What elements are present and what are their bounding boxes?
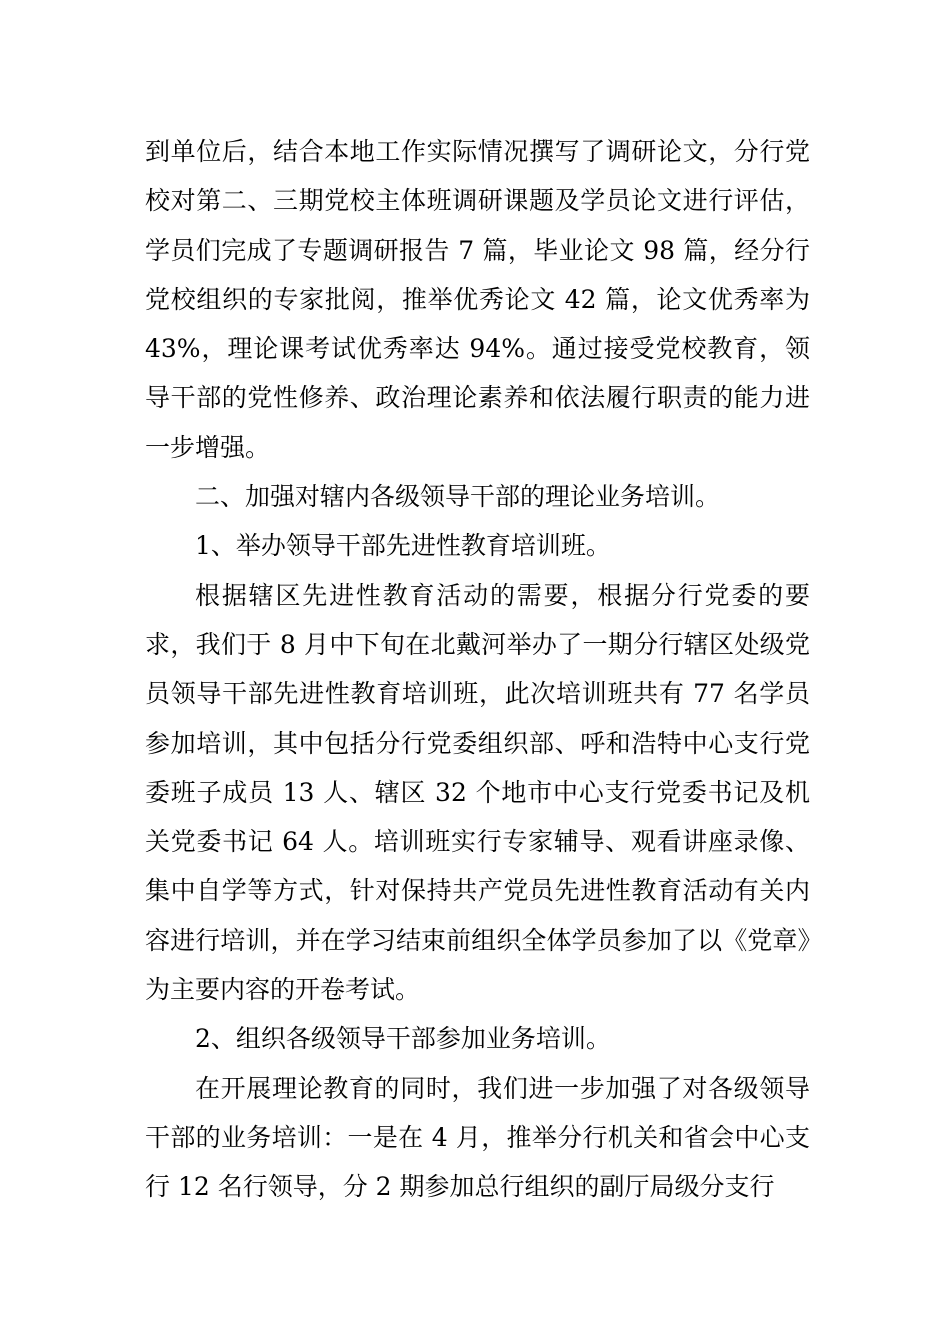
- paragraph-business-training: 在开展理论教育的同时，我们进一步加强了对各级领导干部的业务培训：一是在 4 月，推举分行机关和省会中心支行 12 名行领导，分 2 期参加总行组织的副厅局级分支行: [145, 1073, 810, 1202]
- section-heading-2: 二、加强对辖内各级领导干部的理论业务培训。: [195, 482, 721, 512]
- subheading-1: 1、举办领导干部先进性教育培训班。: [195, 531, 611, 561]
- document-body: [145, 127, 810, 1212]
- paragraph-continuation: 到单位后，结合本地工作实际情况撰写了调研论文，分行党校对第二、三期党校主体班调研课题及学员论文进行评估，学员们完成了专题调研报告 7 篇，毕业论文 98 篇，经分行党校组织的专家批阅，推举优秀论文 42 篇，论文优秀率为 43%，理论课考试优秀率达 94%。通过接受党校教育，领导干部的党性修养、政治理论素养和依法履行职责的能力进一步增强。: [145, 137, 810, 462]
- paragraph-training-class: 根据辖区先进性教育活动的需要，根据分行党委的要求，我们于 8 月中下旬在北戴河举办了一期分行辖区处级党员领导干部先进性教育培训班，此次培训班共有 77 名学员参加培训，其中包括分行党委组织部、呼和浩特中心支行党委班子成员 13 人、辖区 32 个地市中心支行党委书记及机关党委书记 64 人。培训班实行专家辅导、观看讲座录像、集中自学等方式，针对保持共产党员先进性教育活动有关内容进行培训，并在学习结束前组织全体学员参加了以《党章》为主要内容的开卷考试。: [145, 580, 810, 1005]
- subheading-2: 2、组织各级领导干部参加业务培训。: [195, 1024, 611, 1054]
